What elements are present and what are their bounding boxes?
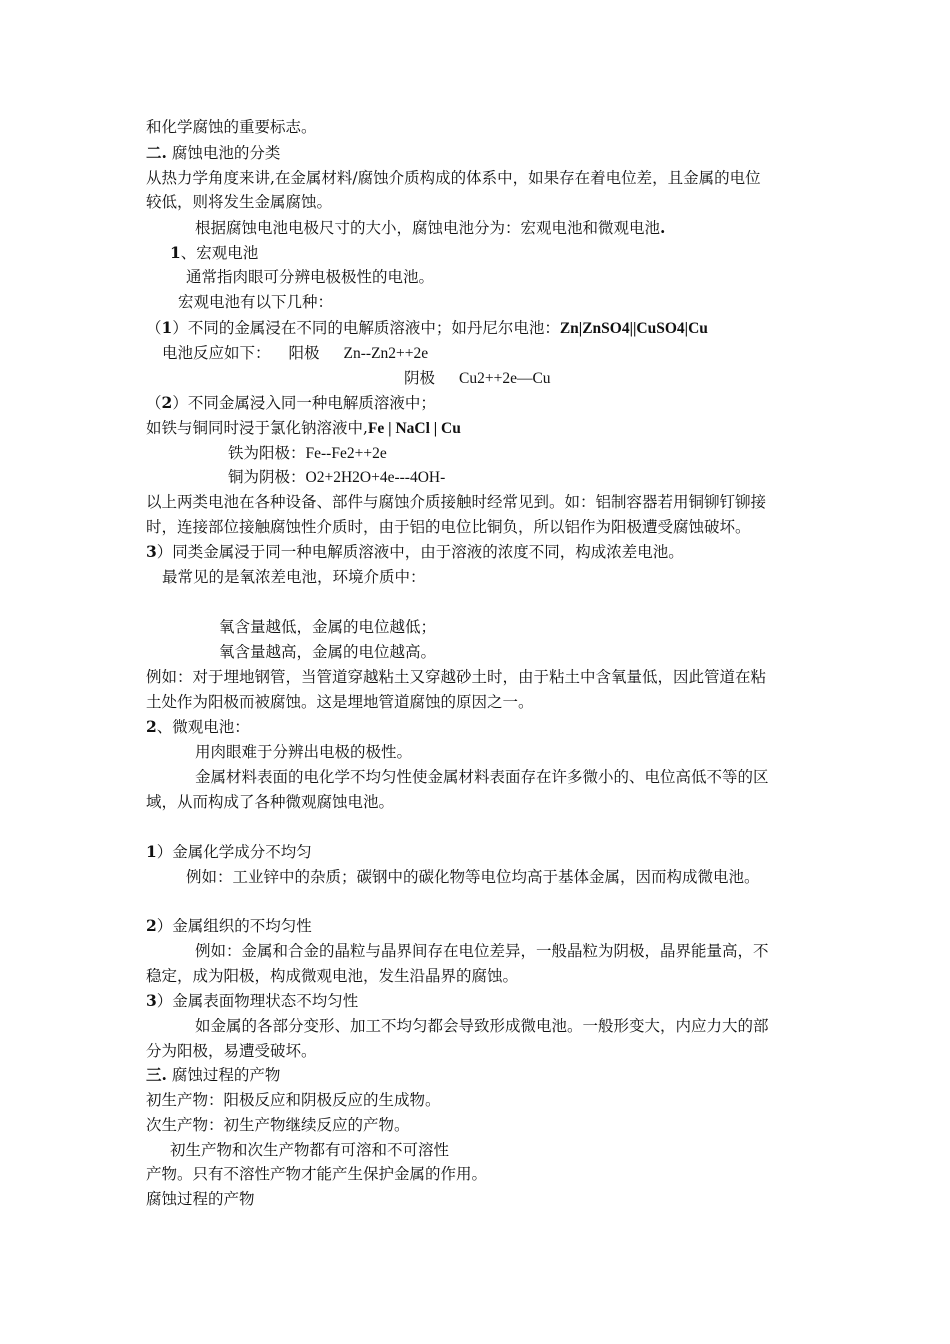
text: 金属材料表面的电化学不均匀性使金属材料表面存在许多微小的、电位高低不等的区 <box>195 768 769 786</box>
text: ）金属表面物理状态不均匀性 <box>156 992 359 1010</box>
text: 腐蚀过程的产物 <box>146 1190 255 1208</box>
paragraph-line <box>146 416 461 441</box>
text: （ <box>146 394 162 412</box>
item-number: 3 <box>146 991 157 1010</box>
text: 较低，则将发生金属腐蚀。 <box>146 193 333 211</box>
text: （ <box>146 319 162 337</box>
reaction-line <box>162 341 428 366</box>
text: 以上两类电池在各种设备、部件与腐蚀介质接触时经常见到。如：铝制容器若用铜铆钉铆接 <box>146 493 767 511</box>
section-heading-3 <box>146 1063 280 1087</box>
text: 从热力学角度来讲,在金属材料/腐蚀介质构成的体系中，如果存在着电位差，且金属的电位 <box>146 169 761 187</box>
subsection-title: 、微观电池： <box>156 718 250 736</box>
text: 铜为阴极： <box>228 468 306 486</box>
text: 铁为阳极： <box>228 444 306 462</box>
paragraph-line <box>146 490 766 514</box>
list-item-micro-2 <box>146 914 312 938</box>
section-number: 三. <box>146 1065 167 1084</box>
paragraph-line <box>219 615 436 639</box>
equation: O2+2H2O+4e---4OH- <box>305 469 446 486</box>
subsection-heading-micro-cell <box>146 715 250 739</box>
paragraph-line <box>146 964 518 988</box>
paragraph-line <box>195 1014 769 1038</box>
subsection-title: 、宏观电池 <box>180 244 259 262</box>
paragraph-line <box>195 939 769 963</box>
text: 如铁与铜同时浸于氯化钠溶液中, <box>146 419 368 437</box>
paragraph-line <box>162 565 426 589</box>
text: 宏观电池有以下几种： <box>178 293 334 311</box>
paragraph-line <box>146 1113 410 1137</box>
section-title: 腐蚀过程的产物 <box>166 1066 281 1084</box>
paragraph-line <box>146 190 332 214</box>
reaction-line <box>228 465 445 490</box>
text: 时，连接部位接触腐蚀性介质时，由于铝的电位比铜负，所以铝作为阳极遭受腐蚀破坏。 <box>146 518 751 536</box>
text: 阴极 <box>404 369 436 387</box>
paragraph-line <box>146 1088 441 1112</box>
text: 例如：工业锌中的杂质；碳钢中的碳化物等电位均高于基体金属，因而构成微电池。 <box>186 868 760 886</box>
paragraph-line <box>146 690 534 714</box>
text: 土处作为阳极而被腐蚀。这是埋地管道腐蚀的原因之一。 <box>146 693 534 711</box>
text: 最常见的是氧浓差电池，环境介质中： <box>162 568 426 586</box>
equation: Zn--Zn2++2e <box>343 345 429 362</box>
text: 电池反应如下： <box>162 344 271 362</box>
item-number: 2 <box>161 393 173 412</box>
paragraph-line <box>146 1187 255 1211</box>
paragraph-line <box>195 216 665 240</box>
paragraph-line <box>195 765 769 789</box>
text: 如金属的各部分变形、加工不均匀都会导致形成微电池。一般形变大，内应力大的部 <box>195 1017 769 1035</box>
cell-formula: Fe | NaCl | Cu <box>367 420 461 437</box>
text: ）同类金属浸于同一种电解质溶液中，由于溶液的浓度不同，构成浓差电池。 <box>156 543 684 561</box>
text: 次生产物：初生产物继续反应的产物。 <box>146 1116 410 1134</box>
text: 域，从而构成了各种微观腐蚀电池。 <box>146 793 395 811</box>
text: 通常指肉眼可分辨电极极性的电池。 <box>186 268 435 286</box>
reaction-line <box>228 441 387 466</box>
text: 产物。只有不溶性产物才能产生保护金属的作用。 <box>146 1165 488 1183</box>
section-title: 腐蚀电池的分类 <box>166 144 281 162</box>
equation: Fe--Fe2++2e <box>305 445 387 462</box>
item-number: 1 <box>146 842 157 861</box>
paragraph-line <box>146 790 394 814</box>
text: ）不同金属浸入同一种电解质溶液中； <box>172 394 436 412</box>
paragraph-line <box>186 265 434 289</box>
list-item-micro-3 <box>146 989 358 1013</box>
subsection-number: 2 <box>146 717 157 736</box>
text: 稳定，成为阳极，构成微观电池，发生沿晶界的腐蚀。 <box>146 967 519 985</box>
text: ）金属组织的不均匀性 <box>156 917 312 935</box>
text: . <box>660 218 666 237</box>
text: 分为阳极，易遭受破坏。 <box>146 1042 317 1060</box>
paragraph-line <box>146 665 766 689</box>
subsection-heading-macro-cell <box>170 241 258 265</box>
paragraph-line <box>146 1162 487 1186</box>
text: ）不同的金属浸在不同的电解质溶液中；如丹尼尔电池： <box>172 319 560 337</box>
paragraph-line <box>146 115 317 139</box>
paragraph-line <box>146 515 751 539</box>
equation: Cu2++2e—Cu <box>459 370 551 387</box>
text: 根据腐蚀电池电极尺寸的大小，腐蚀电池分为：宏观电池和微观电池 <box>195 219 661 237</box>
item-number: 1 <box>161 318 173 337</box>
text: 初生产物：阳极反应和阴极反应的生成物。 <box>146 1091 441 1109</box>
text: 例如：金属和合金的晶粒与晶界间存在电位差异，一般晶粒为阴极，晶界能量高，不 <box>195 942 769 960</box>
paragraph-line <box>195 740 412 764</box>
text: 初生产物和次生产物都有可溶和不可溶性 <box>170 1141 450 1159</box>
list-item-3 <box>146 540 684 564</box>
reaction-line <box>404 366 551 391</box>
cell-formula: Zn|ZnSO4||CuSO4|Cu <box>559 320 708 337</box>
paragraph-line <box>146 1039 317 1063</box>
text: ）金属化学成分不均匀 <box>156 843 312 861</box>
section-heading-2 <box>146 141 280 165</box>
item-number: 3 <box>146 542 157 561</box>
list-item-1 <box>146 316 708 341</box>
paragraph-line <box>219 640 436 664</box>
subsection-number: 1 <box>170 243 181 262</box>
text: 例如：对于埋地钢管，当管道穿越粘土又穿越砂土时，由于粘土中含氧量低，因此管道在粘 <box>146 668 767 686</box>
paragraph-line <box>186 865 760 889</box>
paragraph-line <box>178 290 333 314</box>
paragraph-line <box>170 1138 449 1162</box>
text: 氧含量越高，金属的电位越高。 <box>219 643 437 661</box>
list-item-micro-1 <box>146 840 312 864</box>
text: 和化学腐蚀的重要标志。 <box>146 118 317 136</box>
text: 阳极 <box>288 344 320 362</box>
section-number: 二. <box>146 143 167 162</box>
list-item-2 <box>146 391 436 415</box>
text: 氧含量越低，金属的电位越低； <box>219 618 437 636</box>
text: 用肉眼难于分辨出电极的极性。 <box>195 743 413 761</box>
item-number: 2 <box>146 916 157 935</box>
paragraph-line <box>146 166 761 190</box>
